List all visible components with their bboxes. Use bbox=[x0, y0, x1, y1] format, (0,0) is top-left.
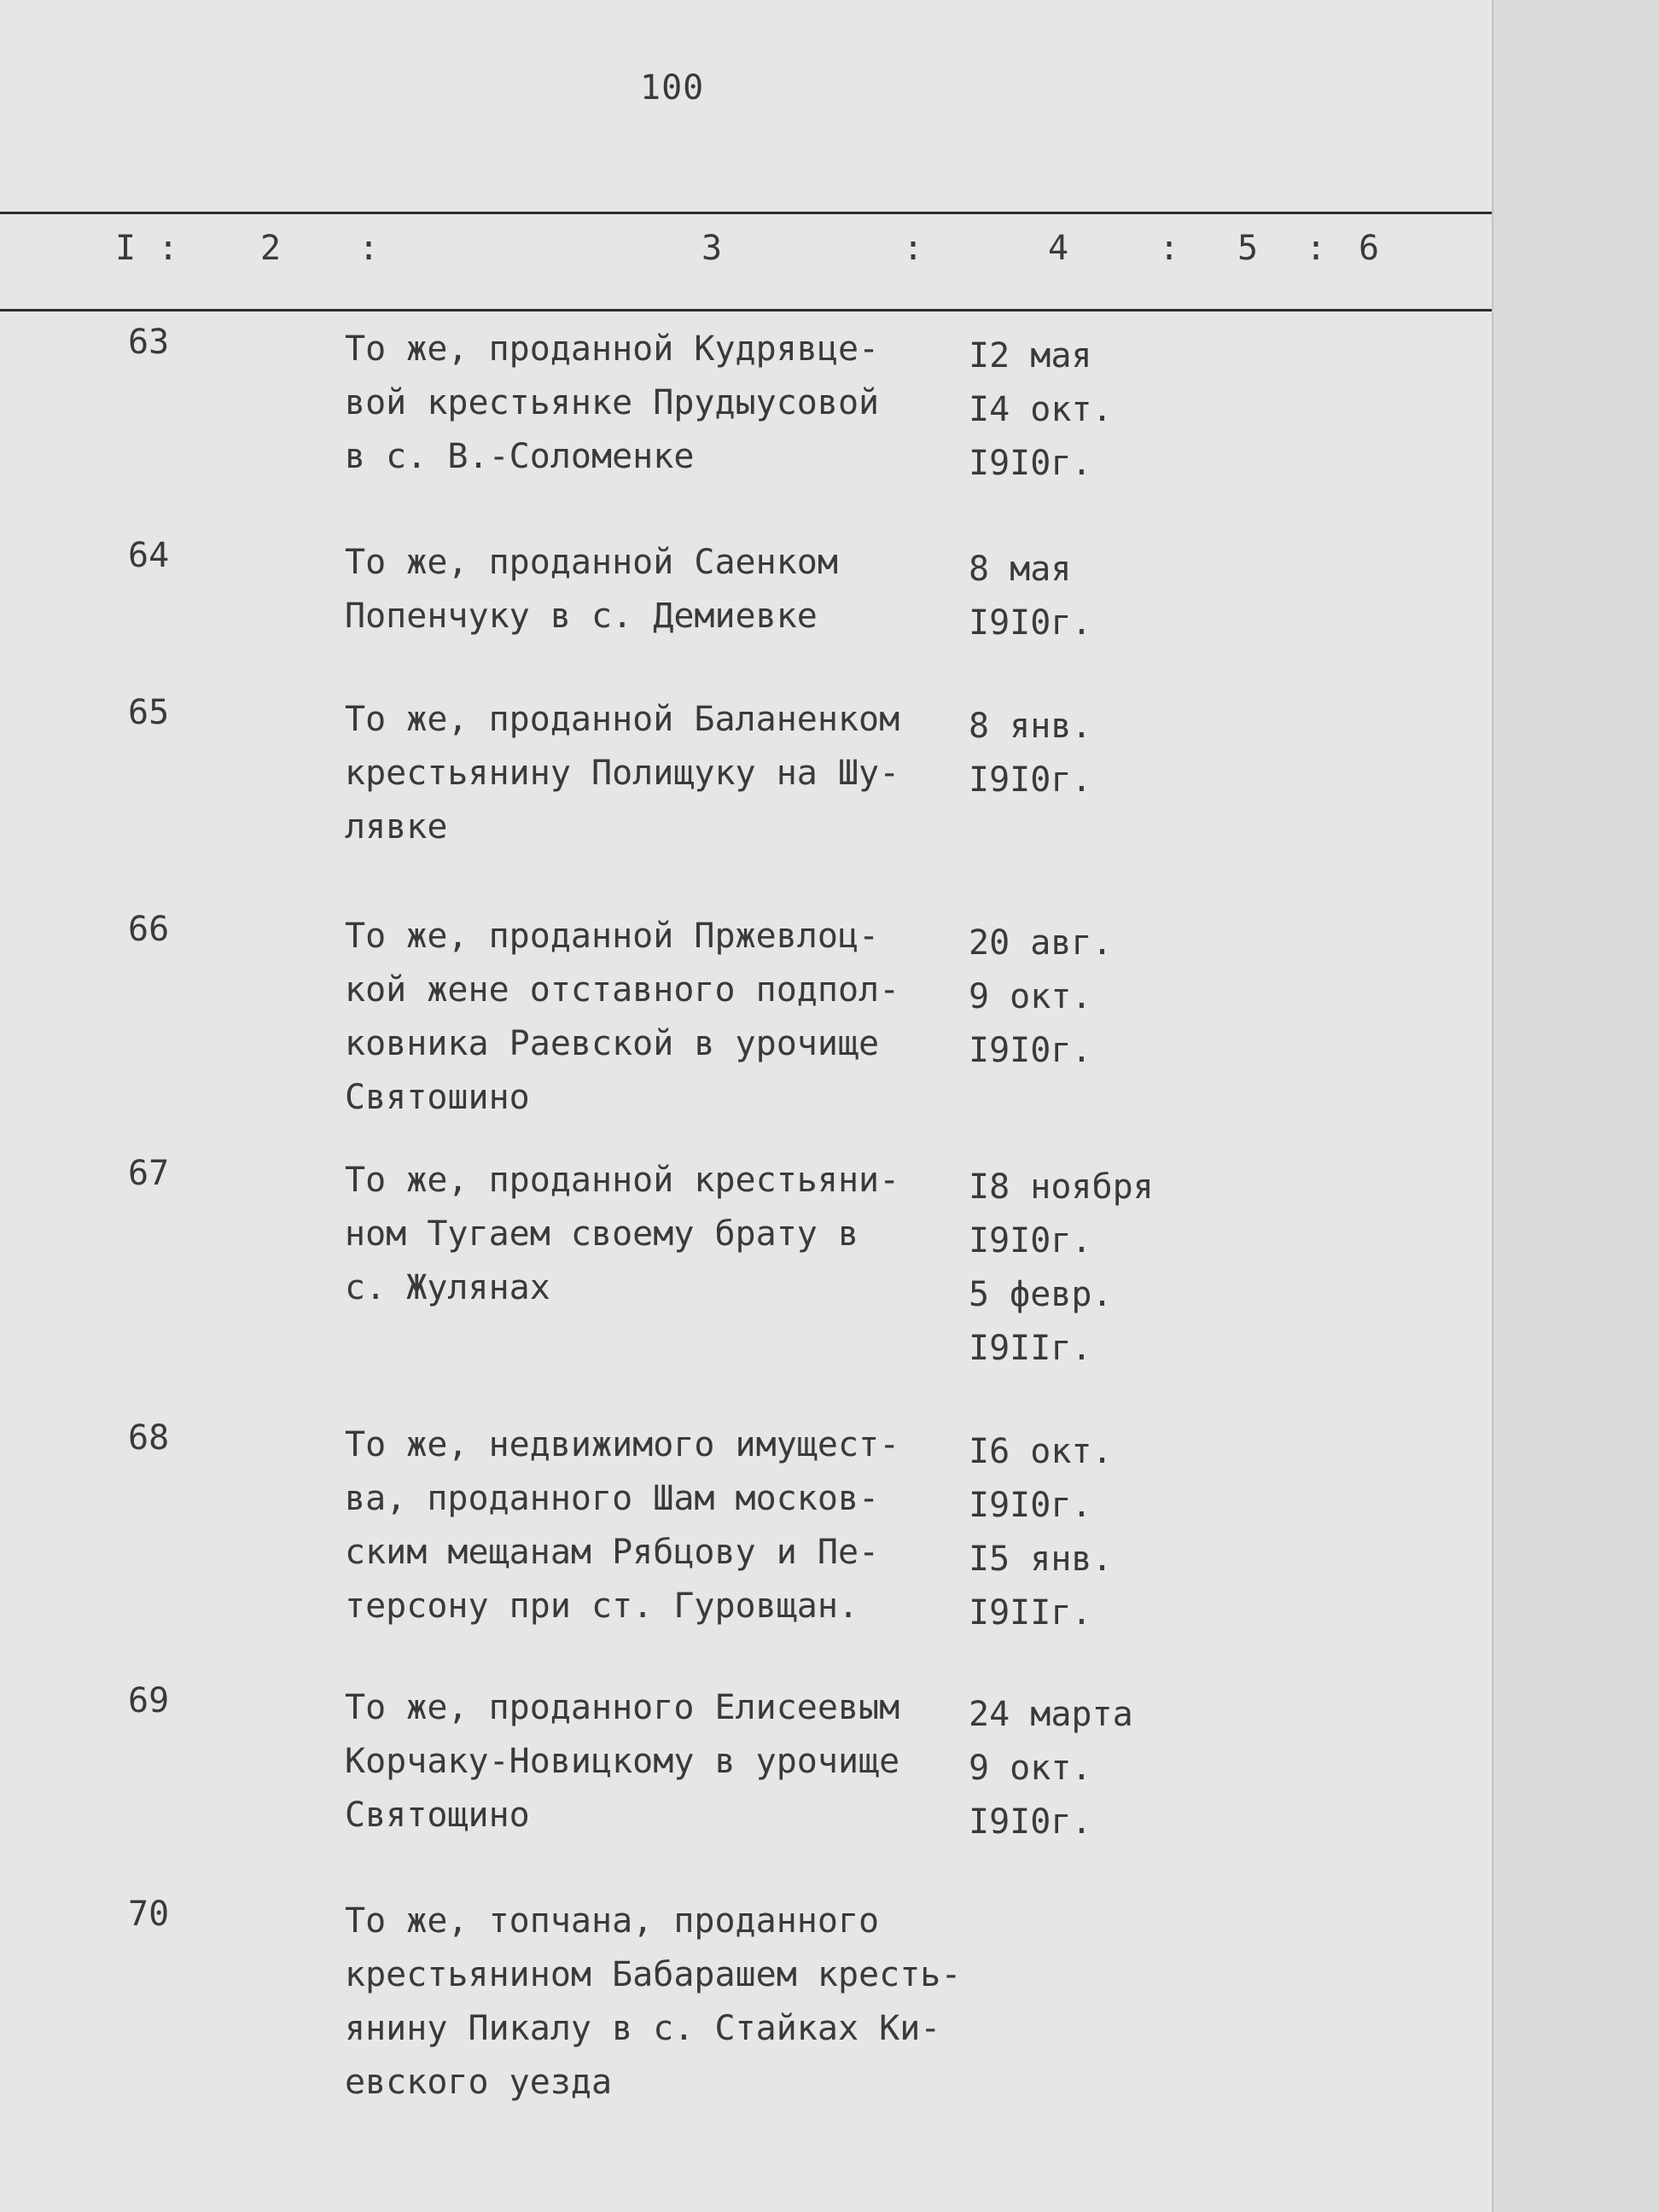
description-line: Святошино bbox=[345, 1078, 530, 1117]
description-line: ва, проданного Шам москов- bbox=[345, 1479, 880, 1518]
date-line: I4 окт. bbox=[969, 390, 1113, 429]
entry-dates bbox=[969, 700, 1190, 807]
date-line: 24 марта bbox=[969, 1695, 1133, 1734]
date-line: 8 мая bbox=[969, 550, 1072, 589]
entry-dates bbox=[969, 543, 1190, 650]
description-line: То же, проданной Баланенком bbox=[345, 700, 900, 739]
table-header-rule bbox=[0, 309, 1492, 311]
date-line: I6 окт. bbox=[969, 1432, 1113, 1471]
date-line: I5 янв. bbox=[969, 1540, 1113, 1579]
description-line: крестьянину Полищуку на Шу- bbox=[345, 754, 900, 793]
page-number: 100 bbox=[640, 68, 705, 108]
column-separator: : bbox=[903, 229, 924, 268]
date-line: I9I0г. bbox=[969, 1802, 1092, 1842]
entry-dates bbox=[969, 1425, 1190, 1640]
description-line: янину Пикалу в с. Стайках Ки- bbox=[345, 2009, 941, 2048]
column-header-6: 6 bbox=[1359, 229, 1380, 268]
entry-dates bbox=[969, 1161, 1190, 1376]
entry-number: 69 bbox=[128, 1681, 170, 1720]
column-separator: : bbox=[358, 229, 380, 268]
entry-number: 63 bbox=[128, 323, 170, 362]
entry-dates bbox=[969, 917, 1190, 1078]
description-line: То же, проданной Пржевлоц- bbox=[345, 917, 880, 956]
description-line: То же, проданной Саенком bbox=[345, 543, 838, 582]
entry-number: 70 bbox=[128, 1895, 170, 1934]
description-line: То же, топчана, проданного bbox=[345, 1901, 880, 1941]
description-line: ном Тугаем своему брату в bbox=[345, 1214, 859, 1254]
entry-number: 67 bbox=[128, 1154, 170, 1193]
date-line: 5 февр. bbox=[969, 1275, 1113, 1314]
description-line: То же, проданного Елисеевым bbox=[345, 1688, 900, 1727]
column-header-3: 3 bbox=[701, 229, 723, 268]
table-top-rule bbox=[0, 212, 1492, 214]
description-line: Корчаку-Новицкому в урочище bbox=[345, 1742, 900, 1781]
date-line: I9I0г. bbox=[969, 1486, 1092, 1525]
description-line: То же, недвижимого имущест- bbox=[345, 1425, 900, 1464]
column-separator: : bbox=[1306, 229, 1327, 268]
description-line: ковника Раевской в урочище bbox=[345, 1024, 880, 1063]
description-line: в с. В.-Соломенке bbox=[345, 437, 695, 476]
description-line: кой жене отставного подпол- bbox=[345, 970, 900, 1010]
column-separator: : bbox=[158, 229, 179, 268]
description-line: То же, проданной Кудрявце- bbox=[345, 329, 880, 369]
date-line: I9I0г. bbox=[969, 603, 1092, 643]
column-separator: : bbox=[1159, 229, 1180, 268]
date-line: 8 янв. bbox=[969, 707, 1092, 746]
date-line: 9 окт. bbox=[969, 1749, 1092, 1788]
column-header-5: 5 bbox=[1237, 229, 1259, 268]
column-header-4: 4 bbox=[1048, 229, 1069, 268]
date-line: 20 авг. bbox=[969, 923, 1113, 963]
date-line: I2 мая bbox=[969, 336, 1092, 375]
date-line: I9IIг. bbox=[969, 1593, 1092, 1633]
description-line: крестьянином Бабарашем кресть- bbox=[345, 1955, 962, 1994]
entry-description bbox=[345, 1895, 1079, 2110]
page-edge-shadow bbox=[1492, 0, 1659, 2212]
date-line: I9I0г. bbox=[969, 1031, 1092, 1070]
date-line: I9IIг. bbox=[969, 1329, 1092, 1368]
column-header-1: I bbox=[115, 229, 137, 268]
entry-number: 66 bbox=[128, 910, 170, 949]
date-line: 9 окт. bbox=[969, 977, 1092, 1016]
entry-number: 64 bbox=[128, 536, 170, 575]
entry-number: 65 bbox=[128, 693, 170, 732]
date-line: I9I0г. bbox=[969, 1221, 1092, 1260]
entry-number: 68 bbox=[128, 1418, 170, 1458]
description-line: с. Жулянах bbox=[345, 1268, 550, 1307]
column-header-2: 2 bbox=[260, 229, 282, 268]
date-line: I9I0г. bbox=[969, 444, 1092, 483]
description-line: лявке bbox=[345, 807, 448, 847]
description-line: То же, проданной крестьяни- bbox=[345, 1161, 900, 1200]
description-line: Попенчуку в с. Демиевке bbox=[345, 597, 818, 636]
entry-dates bbox=[969, 1688, 1190, 1849]
description-line: ским мещанам Рябцову и Пе- bbox=[345, 1533, 880, 1572]
description-line: вой крестьянке Прудыусовой bbox=[345, 383, 880, 422]
description-line: Святощино bbox=[345, 1796, 530, 1835]
date-line: I8 ноября bbox=[969, 1167, 1154, 1207]
entry-dates bbox=[969, 329, 1190, 491]
date-line: I9I0г. bbox=[969, 760, 1092, 800]
description-line: терсону при ст. Гуровщан. bbox=[345, 1586, 859, 1626]
description-line: евского уезда bbox=[345, 2063, 613, 2102]
